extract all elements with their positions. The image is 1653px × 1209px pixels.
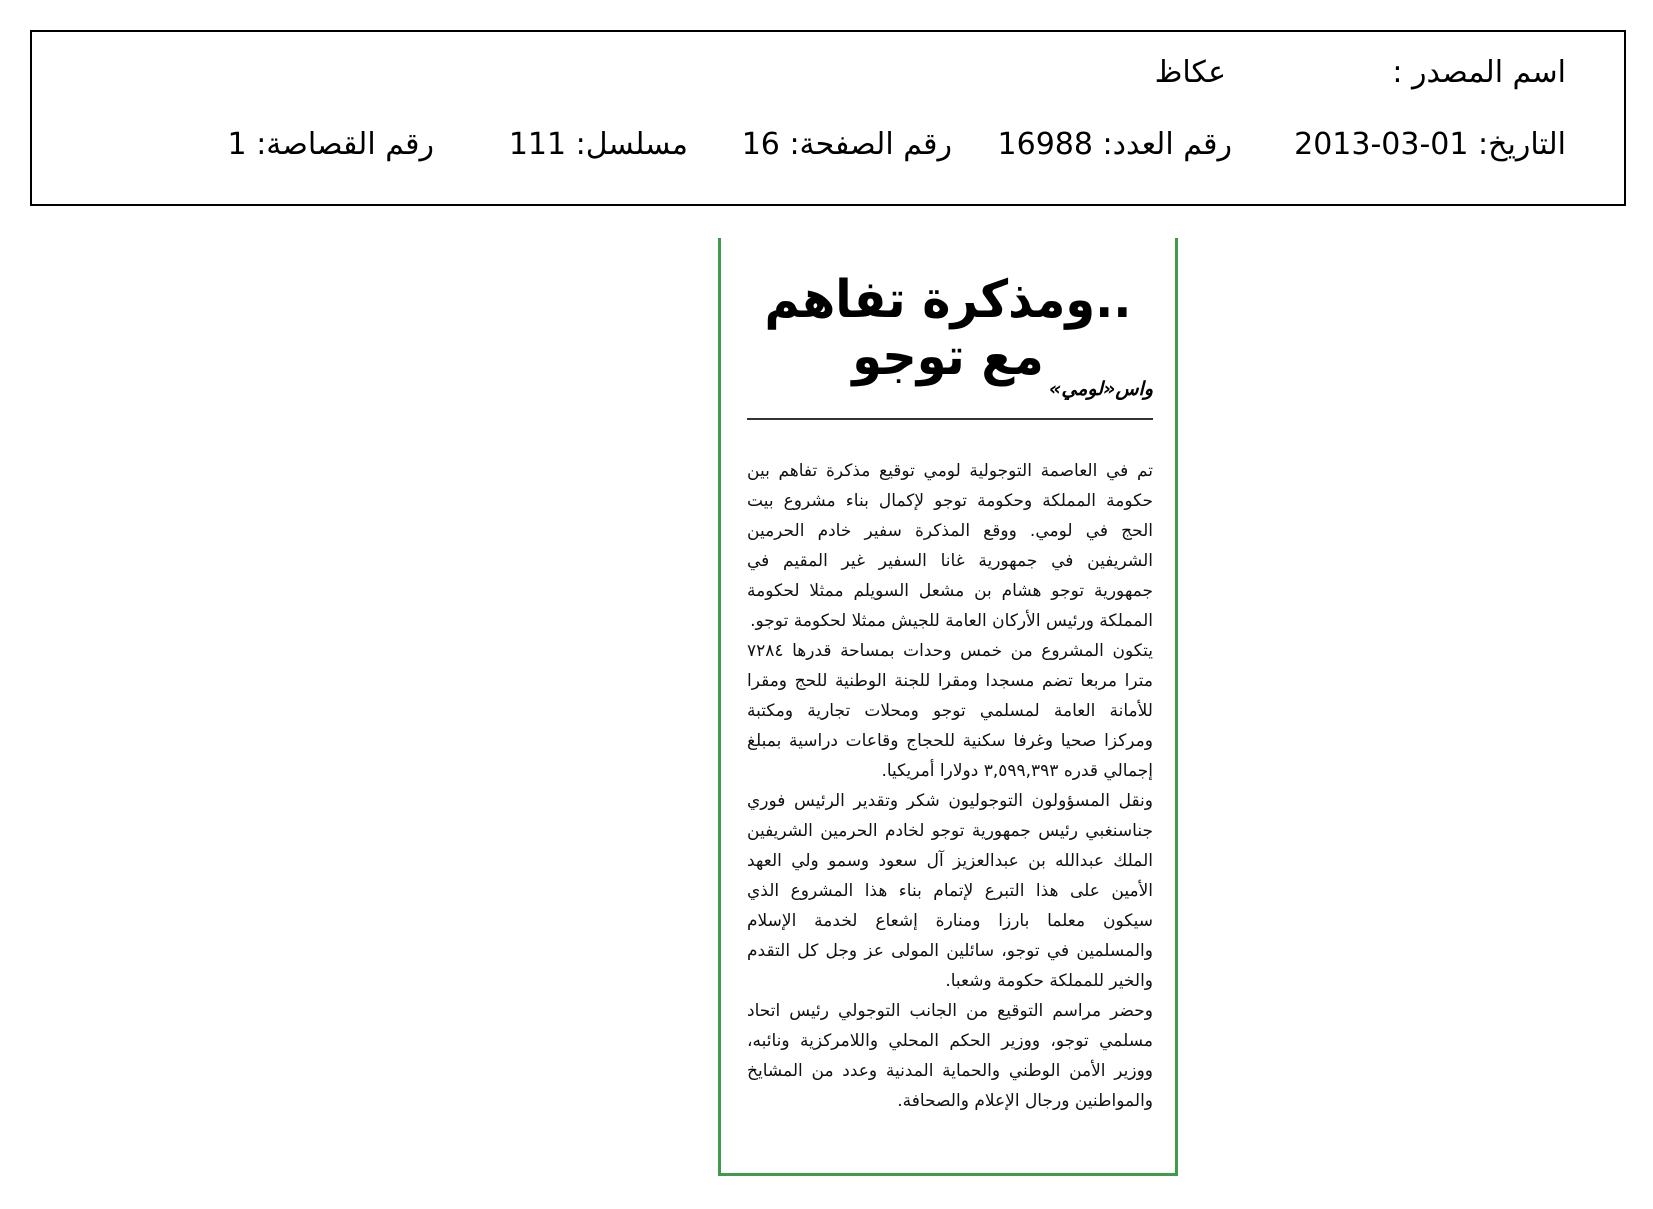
date-value: 2013-03-01 bbox=[1294, 127, 1469, 162]
clip-number-label: رقم القصاصة: bbox=[256, 127, 434, 162]
serial-field bbox=[508, 127, 688, 162]
article-clipping bbox=[718, 238, 1178, 1176]
date-field bbox=[1294, 127, 1566, 162]
serial-label: مسلسل: bbox=[575, 127, 688, 162]
article-paragraph: تم في العاصمة التوجولية لومي توقيع مذكرة تفاهم بين حكومة المملكة وحكومة توجو لإكمال بناء مشروع بيت الحج في لومي. ووقع المذكرة سفير خادم الحرمين الشريفين في جمهورية غانا السفير غير المقيم في جمهورية توجو هشام بن مشعل السويلم ممثلا لحكومة المملكة ورئيس الأركان العامة للجيش ممثلا لحكومة توجو. bbox=[747, 461, 1153, 631]
issue-field bbox=[997, 127, 1232, 162]
article-body bbox=[747, 456, 1153, 1116]
serial-value: 111 bbox=[508, 127, 567, 162]
source-metadata-box bbox=[30, 30, 1626, 206]
page-label: رقم الصفحة: bbox=[789, 127, 952, 162]
article-paragraph: ونقل المسؤولون التوجوليون شكر وتقدير الرئيس فوري جناسنغبي رئيس جمهورية توجو لخادم الحرمين الشريفين الملك عبدالله بن عبدالعزيز آل سعود وسمو ولي العهد الأمين على هذا التبرع لإتمام بناء هذا المشروع الذي سيكون معلما بارزا ومنارة إشعاع لخدمة الإسلام والمسلمين في توجو، سائلين المولى عز وجل كل التقدم والخير للمملكة حكومة وشعبا. bbox=[747, 791, 1153, 991]
page-value: 16 bbox=[741, 127, 780, 162]
page-field bbox=[741, 127, 952, 162]
article-paragraph: وحضر مراسم التوقيع من الجانب التوجولي رئيس اتحاد مسلمي توجو، ووزير الحكم المحلي واللامركزية ونائبه، ووزير الأمن الوطني والحماية المدنية وعدد من المشايخ والمواطنين ورجال الإعلام والصحافة. bbox=[747, 1001, 1153, 1111]
article-headline: ..ومذكرة تفاهم مع توجو bbox=[764, 270, 1132, 388]
issue-value: 16988 bbox=[997, 127, 1093, 162]
article-byline: واس«لومي» bbox=[1049, 378, 1153, 400]
issue-label: رقم العدد: bbox=[1102, 127, 1232, 162]
clip-number-value: 1 bbox=[227, 127, 247, 162]
source-field bbox=[1392, 55, 1566, 90]
date-label: التاريخ: bbox=[1478, 127, 1566, 162]
source-value: عكاظ bbox=[1154, 55, 1226, 90]
clip-number-field bbox=[227, 127, 434, 162]
article-paragraph: يتكون المشروع من خمس وحدات بمساحة قدرها ٧٢٨٤ مترا مربعا تضم مسجدا ومقرا للجنة الوطنية للحج ومقرا للأمانة العامة لمسلمي توجو ومحلات تجارية ومكتبة ومركزا صحيا وغرفا سكنية للحجاج وقاعات دراسية بمبلغ إجمالي قدره ٣,٥٩٩,٣٩٣ دولارا أمريكيا. bbox=[747, 641, 1153, 781]
source-value-field bbox=[1154, 55, 1226, 90]
source-label: اسم المصدر : bbox=[1392, 55, 1566, 90]
byline-divider bbox=[747, 418, 1153, 420]
